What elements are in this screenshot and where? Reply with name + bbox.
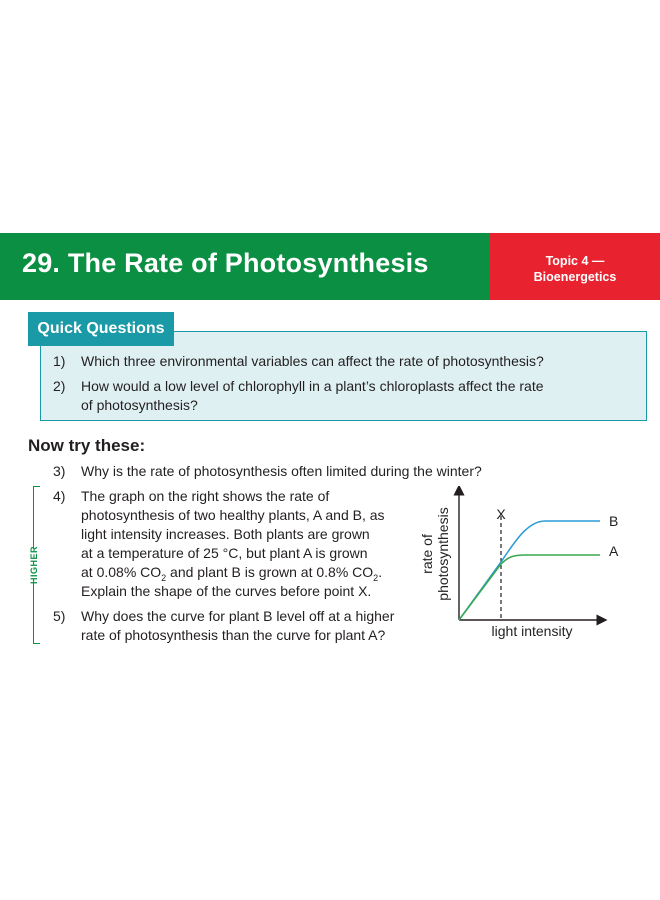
question-text: How would a low level of chlorophyll in a plant’s chloroplasts affect the rate	[81, 378, 544, 394]
question-text: of photosynthesis?	[81, 397, 198, 413]
page-title: 29. The Rate of Photosynthesis	[22, 248, 429, 278]
y-axis-label-line1: rate of	[419, 534, 435, 574]
topic-number: Topic 4 —	[545, 254, 605, 268]
now-try-heading: Now try these:	[28, 436, 146, 455]
subscript: 2	[161, 572, 167, 583]
series-b-label: B	[609, 513, 619, 529]
x-marker-label: X	[496, 506, 506, 522]
question-text: at a temperature of 25 °C, but plant A is grown	[81, 545, 368, 561]
series-a-label: A	[609, 543, 619, 559]
higher-label: HIGHER	[29, 545, 39, 585]
quick-questions-label: Quick Questions	[28, 312, 174, 346]
photosynthesis-graph	[410, 486, 635, 646]
question-text: Why does the curve for plant B level off at a higher	[81, 608, 395, 624]
topic-badge	[490, 233, 660, 300]
text-part: at 0.08% CO	[81, 564, 162, 580]
question-text: light intensity increases. Both plants are grown	[81, 526, 370, 542]
series-b-curve	[459, 521, 600, 620]
subscript: 2	[373, 572, 379, 583]
question-number: 1)	[53, 353, 66, 369]
question-number: 5)	[53, 608, 66, 624]
question-number: 3)	[53, 463, 66, 479]
question-text: Which three environmental variables can affect the rate of photosynthesis?	[81, 353, 544, 369]
question-number: 2)	[53, 378, 66, 394]
quick-questions-rule	[172, 331, 647, 332]
text-part: .	[378, 564, 383, 580]
question-text: photosynthesis of two healthy plants, A and B, as	[81, 507, 385, 523]
question-text: rate of photosynthesis than the curve for plant A?	[81, 627, 386, 643]
question-text: Explain the shape of the curves before point X.	[81, 583, 372, 599]
text-part: and plant B is grown at 0.8% CO	[166, 564, 374, 580]
y-axis-label-line2: photosynthesis	[435, 507, 451, 601]
question-text: The graph on the right shows the rate of	[81, 488, 330, 504]
topic-name: Bioenergetics	[533, 270, 617, 284]
x-axis-label: light intensity	[491, 623, 573, 639]
series-a-curve	[459, 555, 600, 620]
question-number: 4)	[53, 488, 66, 504]
question-text: Why is the rate of photosynthesis often limited during the winter?	[81, 463, 482, 479]
